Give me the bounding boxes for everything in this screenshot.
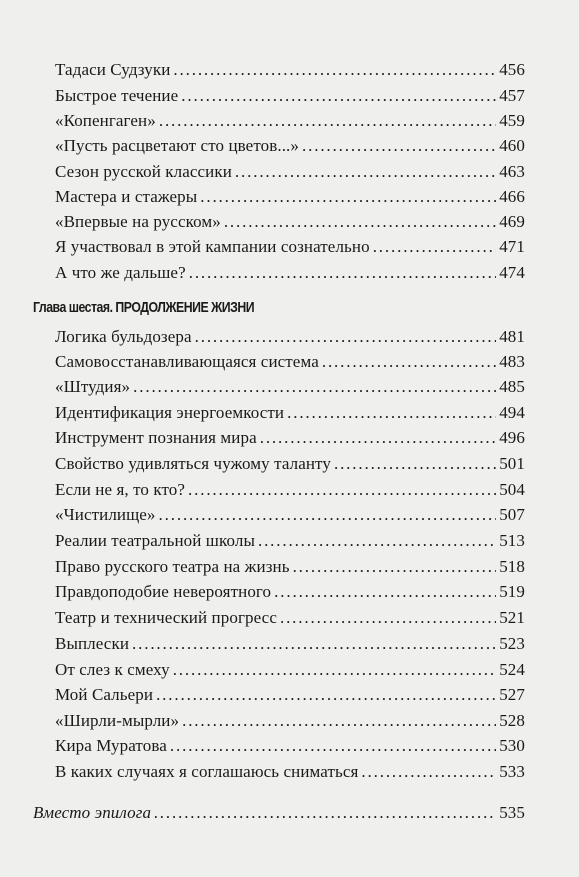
toc-entry-page: 466 (499, 187, 525, 206)
toc-leader-dots (173, 658, 496, 682)
toc-leader-dots (224, 210, 496, 234)
toc-leader-dots (159, 503, 497, 527)
toc-entry-title: Правдоподобие невероятного (55, 582, 272, 601)
toc-entry-page: 485 (499, 377, 525, 396)
toc-entry-title: «Копенгаген» (55, 111, 156, 130)
toc-entry (55, 375, 525, 399)
toc-entry-page: 481 (499, 327, 525, 346)
toc-entry (55, 325, 525, 349)
toc-entry-title: Право русского театра на жизнь (55, 557, 290, 576)
toc-leader-dots (235, 160, 496, 184)
toc-entry-title: «Штудия» (55, 377, 131, 396)
toc-entry-page: 523 (499, 634, 525, 653)
toc-entry-page: 504 (499, 480, 525, 499)
toc-leader-dots (293, 555, 497, 579)
toc-leader-dots (200, 185, 496, 209)
toc-entry (55, 683, 525, 707)
toc-entry-page: 518 (499, 557, 525, 576)
toc-entry-title: «Чистилище» (55, 505, 156, 524)
toc-entry-page: 521 (499, 608, 525, 627)
toc-entry-title: А что же дальше? (55, 263, 186, 282)
toc-entry (55, 529, 525, 553)
toc-entry-title: Логика бульдозера (55, 327, 192, 346)
toc-entry-page: 494 (499, 403, 525, 422)
toc-entry (55, 760, 525, 784)
toc-entry-title: Мастера и стажеры (55, 187, 198, 206)
toc-entry (55, 503, 525, 527)
toc-leader-dots (132, 632, 496, 656)
toc-entry (55, 109, 525, 133)
toc-entry-page: 507 (499, 505, 525, 524)
toc-entry-title: Быстрое течение (55, 86, 179, 105)
toc-entry (55, 555, 525, 579)
toc-entry (55, 478, 525, 502)
toc-entry-title: Тадаси Судзуки (55, 60, 171, 79)
toc-entry-page: 528 (499, 711, 525, 730)
toc-entry (55, 134, 525, 158)
toc-entry (55, 580, 525, 604)
toc-entry-title: Инструмент познания мира (55, 428, 257, 447)
toc-entry-title: Я участвовал в этой кампании сознательно (55, 237, 370, 256)
toc-entry-title: Самовосстанавливающаяся система (55, 352, 319, 371)
toc-leader-dots (274, 580, 496, 604)
toc-leader-dots (260, 426, 496, 450)
toc-entry (55, 452, 525, 476)
toc-entry-page: 524 (499, 660, 525, 679)
toc-entry (55, 426, 525, 450)
toc-entry-page: 457 (499, 86, 525, 105)
toc-entry-page: 527 (499, 685, 525, 704)
toc-leader-dots (154, 801, 496, 825)
toc-entry (55, 160, 525, 184)
toc-entry-title: От слез к смеху (55, 660, 170, 679)
toc-leader-dots (181, 84, 496, 108)
toc-entry (55, 210, 525, 234)
toc-entry (55, 84, 525, 108)
toc-leader-dots (302, 134, 496, 158)
chapter-heading: Глава шестая. ПРОДОЛЖЕНИЕ ЖИЗНИ (33, 299, 255, 316)
toc-leader-dots (188, 478, 496, 502)
toc-entry (55, 709, 525, 733)
toc-entry (55, 350, 525, 374)
toc-entry-page: 530 (499, 736, 525, 755)
toc-entry-page: 471 (499, 237, 525, 256)
toc-entry-page: 474 (499, 263, 525, 282)
toc-entry (55, 185, 525, 209)
toc-leader-dots (258, 529, 496, 553)
toc-entry-page: 513 (499, 531, 525, 550)
toc-entry-title: «Впервые на русском» (55, 212, 221, 231)
toc-entry-title: Мой Сальери (55, 685, 154, 704)
toc-leader-dots (280, 606, 496, 630)
toc-entry (55, 606, 525, 630)
toc-entry-page: 535 (499, 803, 525, 822)
toc-entry-title: В каких случаях я соглашаюсь сниматься (55, 762, 359, 781)
toc-leader-dots (322, 350, 496, 374)
toc-entry (55, 261, 525, 285)
toc-entry-title: Реалии театральной школы (55, 531, 255, 550)
toc-entry-page: 519 (499, 582, 525, 601)
toc-entry (55, 734, 525, 758)
toc-leader-dots (156, 683, 496, 707)
toc-entry-title: «Пусть расцветают сто цветов...» (55, 136, 300, 155)
toc-leader-dots (133, 375, 496, 399)
toc-entry-title: Свойство удивляться чужому таланту (55, 454, 331, 473)
toc-entry-title: Выплески (55, 634, 130, 653)
toc-leader-dots (195, 325, 497, 349)
toc-entry-page: 460 (499, 136, 525, 155)
toc-entry (55, 235, 525, 259)
toc-epilogue-entry (33, 801, 525, 825)
toc-entry-page: 483 (499, 352, 525, 371)
toc-entry-title: Вместо эпилога (33, 803, 152, 822)
toc-entry-title: Кира Муратова (55, 736, 167, 755)
toc-entry-title: Сезон русской классики (55, 162, 232, 181)
toc-entry-title: Идентификация энергоемкости (55, 403, 285, 422)
toc-leader-dots (361, 760, 496, 784)
toc-entry-page: 501 (499, 454, 525, 473)
toc-entry-page: 456 (499, 60, 525, 79)
toc-entry-title: «Ширли-мырли» (55, 711, 180, 730)
toc-entry-page: 469 (499, 212, 525, 231)
toc-entry (55, 401, 525, 425)
toc-entry-title: Театр и технический прогресс (55, 608, 277, 627)
toc-entry-page: 496 (499, 428, 525, 447)
toc-leader-dots (170, 734, 496, 758)
toc-entry (55, 58, 525, 82)
toc-leader-dots (159, 109, 496, 133)
toc-leader-dots (373, 235, 496, 259)
toc-leader-dots (189, 261, 496, 285)
toc-entry-page: 463 (499, 162, 525, 181)
toc-entry-page: 459 (499, 111, 525, 130)
toc-entry-page: 533 (499, 762, 525, 781)
toc-leader-dots (287, 401, 496, 425)
toc-entry (55, 632, 525, 656)
toc-entry (55, 658, 525, 682)
toc-leader-dots (334, 452, 496, 476)
toc-entry-title: Если не я, то кто? (55, 480, 186, 499)
toc-leader-dots (182, 709, 496, 733)
toc-leader-dots (173, 58, 496, 82)
